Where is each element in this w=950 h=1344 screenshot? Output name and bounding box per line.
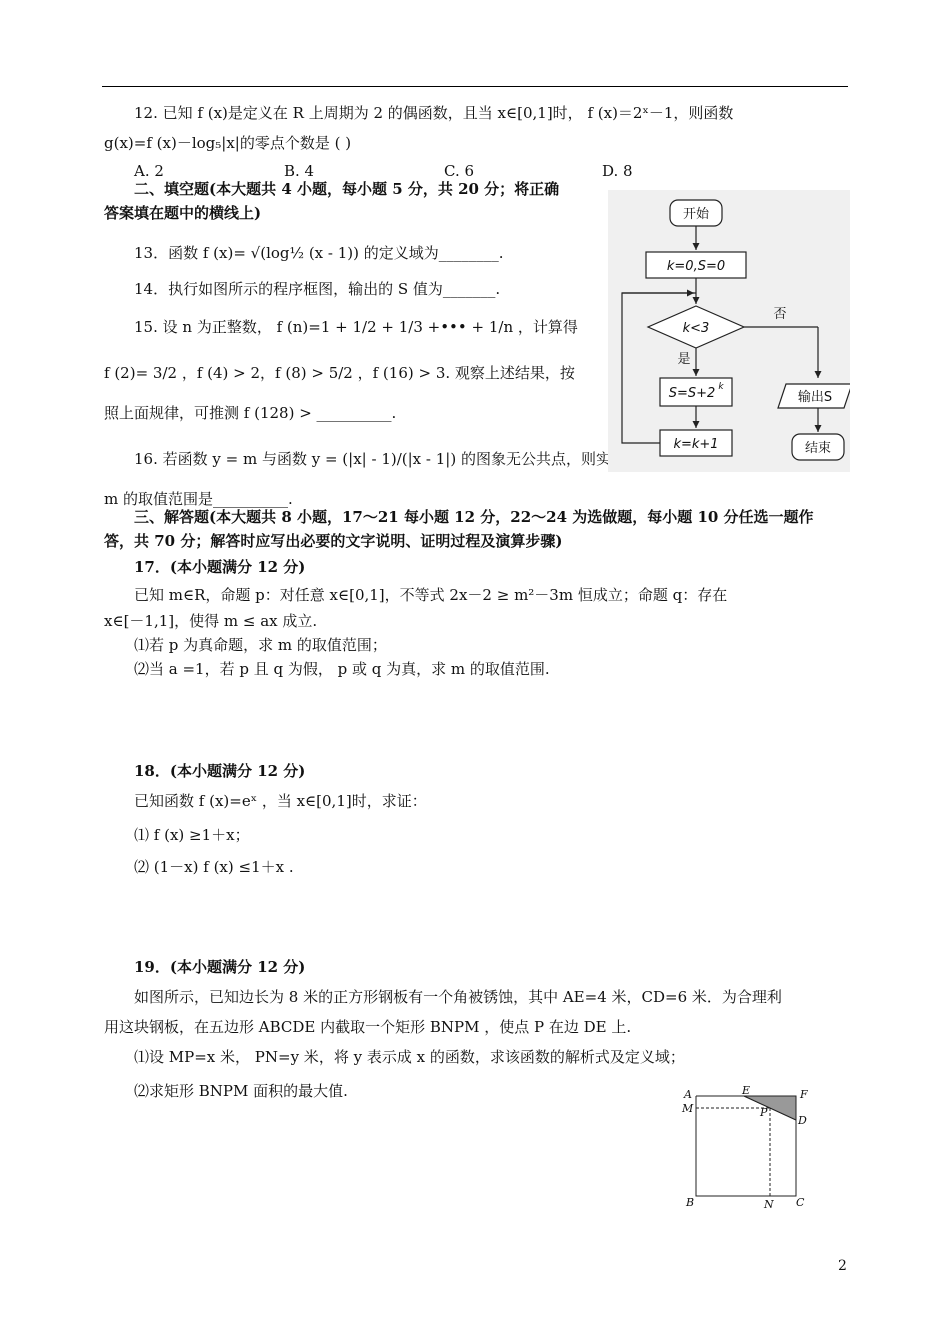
fig-label-m: M: [682, 1102, 694, 1115]
q12-option-a: A. 2: [134, 162, 164, 180]
q17-line1: 已知 m∈R，命题 p：对任意 x∈[0,1]，不等式 2x－2 ≥ m²－3m 恒成立；命题 q：存在: [134, 586, 728, 604]
q17-part1: ⑴若 p 为真命题，求 m 的取值范围；: [134, 636, 387, 654]
q13-text: 13．函数 f (x)= √(log½ (x - 1)) 的定义域为________.: [134, 244, 504, 262]
page-number: 2: [838, 1258, 847, 1274]
q18-heading: 18．(本小题满分 12 分): [134, 762, 306, 780]
flow-body-label: S=S+2: [668, 386, 716, 401]
fig-label-a: A: [684, 1088, 692, 1101]
steel-plate-figure: [676, 1086, 816, 1214]
fig-label-b: B: [686, 1196, 695, 1209]
flow-condition-label: k<3: [682, 321, 710, 336]
flow-increment-label: k=k+1: [673, 437, 719, 452]
section2-heading-line2: 答案填在题中的横线上): [104, 204, 262, 222]
flow-end-label: 结束: [804, 441, 832, 456]
q19-line1: 如图所示，已知边长为 8 米的正方形钢板有一个角被锈蚀，其中 AE=4 米，CD=6 米．为合理利: [134, 988, 782, 1006]
fig-label-d: D: [798, 1114, 807, 1127]
fig-label-p: P: [760, 1106, 768, 1119]
q18-part1: ⑴ f (x) ≥1＋x；: [134, 826, 250, 844]
flow-body-exponent: k: [718, 382, 724, 392]
q12-line2: g(x)=f (x)－log₅|x|的零点个数是 ( ): [104, 134, 352, 152]
q16-line2: m 的取值范围是__________.: [104, 490, 293, 508]
q17-part2: ⑵当 a =1，若 p 且 q 为假， p 或 q 为真，求 m 的取值范围.: [134, 660, 550, 678]
q15-line2: f (2)= 3/2 ，f (4) > 2，f (8) > 5/2 ，f (16) > 3. 观察上述结果，按: [104, 364, 575, 382]
section2-heading-line1: 二、填空题(本大题共 4 小题，每小题 5 分，共 20 分；将正确: [134, 180, 560, 198]
flow-start-label: 开始: [682, 207, 710, 222]
q19-line2: 用这块钢板，在五边形 ABCDE 内截取一个矩形 BNPM ，使点 P 在边 DE 上.: [104, 1018, 632, 1036]
q17-heading: 17．(本小题满分 12 分): [134, 558, 306, 576]
flow-init-label: k=0,S=0: [666, 259, 726, 274]
q19-part2: ⑵求矩形 BNPM 面积的最大值.: [134, 1082, 348, 1100]
q19-heading: 19．(本小题满分 12 分): [134, 958, 306, 976]
flow-yes-label: 是: [677, 352, 691, 367]
q12-option-d: D. 8: [602, 162, 633, 180]
fig-label-f: F: [800, 1088, 808, 1101]
section3-heading-line2: 答，共 70 分；解答时应写出必要的文字说明、证明过程及演算步骤): [104, 532, 563, 550]
q14-text: 14．执行如图所示的程序框图，输出的 S 值为_______.: [134, 280, 501, 298]
q19-part1: ⑴设 MP=x 米， PN=y 米，将 y 表示成 x 的函数，求该函数的解析式及定义域；: [134, 1048, 685, 1066]
q16-line1: 16. 若函数 y = m 与函数 y = (|x| - 1)/(|x - 1|) 的图象无公共点，则实数: [134, 450, 626, 468]
section3-heading-line1: 三、解答题(本大题共 8 小题，17～21 每小题 12 分，22～24 为选做题，每小题 10 分任选一题作: [134, 508, 814, 526]
q17-line2: x∈[－1,1]，使得 m ≤ ax 成立.: [104, 612, 318, 630]
program-flowchart: [608, 190, 850, 472]
flow-output-label: 输出S: [797, 390, 833, 405]
header-rule: [102, 86, 848, 87]
q12-option-c: C. 6: [444, 162, 475, 180]
q18-part2: ⑵ (1－x) f (x) ≤1＋x .: [134, 858, 294, 876]
fig-label-c: C: [796, 1196, 805, 1209]
q18-line1: 已知函数 f (x)=eˣ ，当 x∈[0,1]时，求证：: [134, 792, 427, 810]
q12-line1: 12. 已知 f (x)是定义在 R 上周期为 2 的偶函数，且当 x∈[0,1]时， f (x)＝2ˣ－1，则函数: [134, 104, 734, 122]
fig-label-e: E: [742, 1086, 751, 1097]
q15-line1: 15. 设 n 为正整数， f (n)=1 + 1/2 + 1/3 +••• + 1/n ，计算得: [134, 318, 578, 336]
fig-label-n: N: [764, 1198, 774, 1211]
flow-no-label: 否: [773, 307, 787, 322]
q15-line3: 照上面规律，可推测 f (128) > __________.: [104, 404, 397, 422]
q12-option-b: B. 4: [284, 162, 315, 180]
